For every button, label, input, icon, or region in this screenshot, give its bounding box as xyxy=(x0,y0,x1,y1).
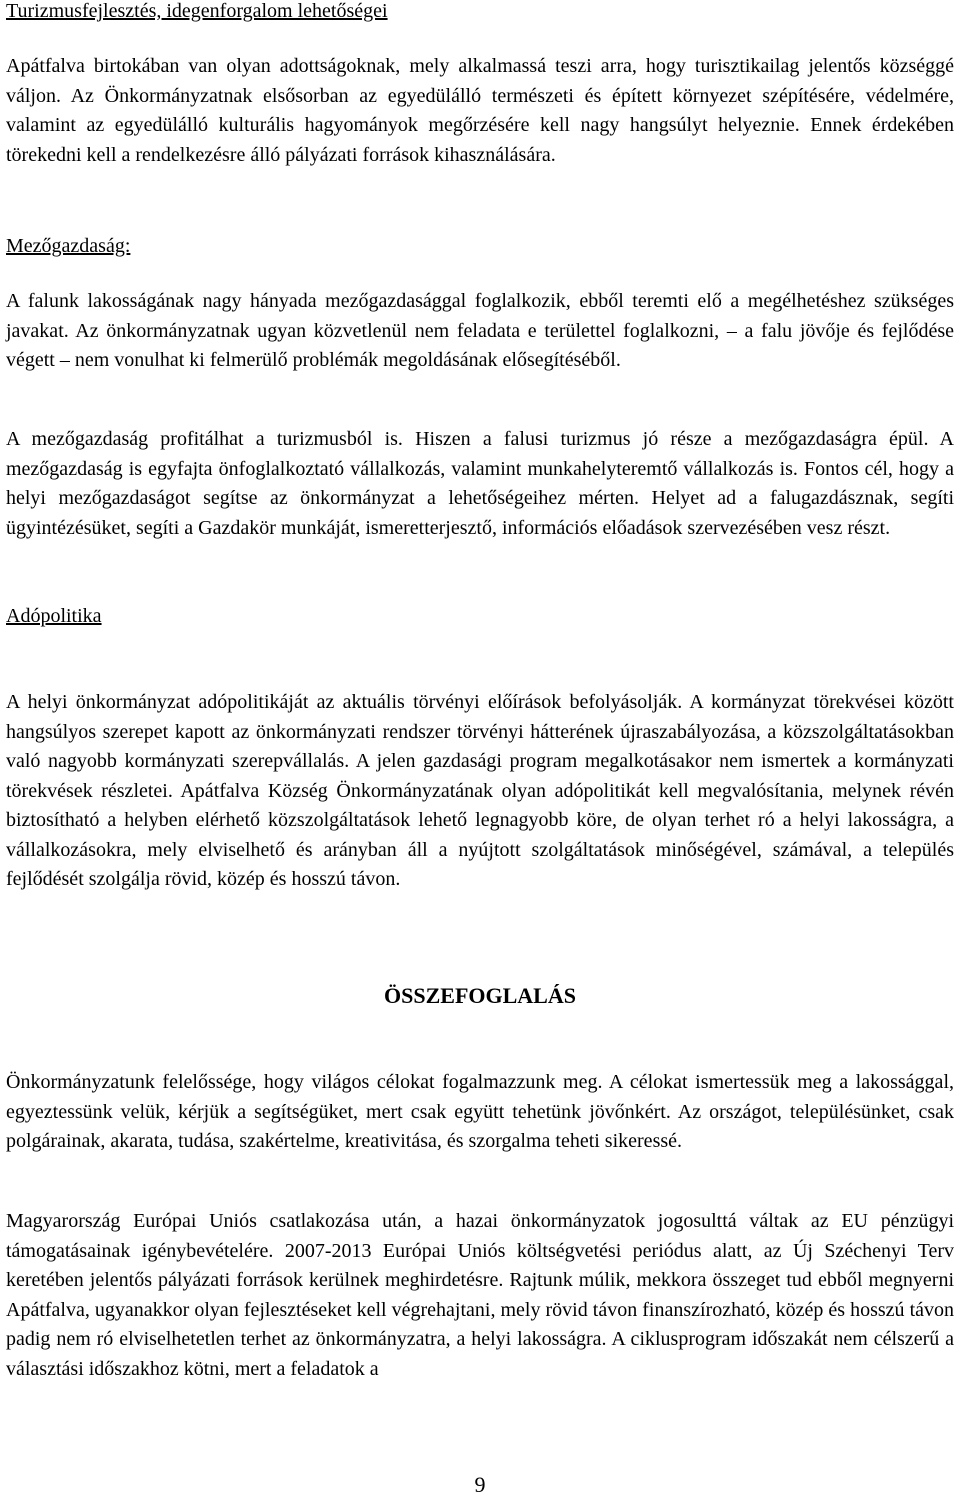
paragraph-summary-1: Önkormányzatunk felelőssége, hogy világos célokat fogalmazzunk meg. A célokat ismertessük meg a lakossággal, egyeztessünk velük, kérjük a segítségüket, mert csak együtt tehetünk jövőnkért. Az országot, településünket, csak polgárainak, akarata, tudása, szakértelme, kreativitása, és szorgalma teheti sikeressé. xyxy=(6,1071,954,1152)
section-heading-tax-policy: Adópolitika xyxy=(6,605,102,627)
section-heading-agriculture: Mezőgazdaság: xyxy=(6,235,131,257)
paragraph-tax-policy: A helyi önkormányzat adópolitikáját az aktuális törvényi előírások befolyásolják. A kormányzat törekvései között hangsúlyos szerepet kapott az önkormányzati rendszer törvényi hátterének újraszabályozása, a közszolgáltatásokban való nagyobb kormányzati szerepvállalás. A jelen gazdasági program megalkotásakor nem ismertek a kormányzati törekvések részletei. Apátfalva Község Önkormányzatának olyan adópolitikát kell megvalósítania, melynek révén biztosítható a helyben elérhető közszolgáltatások lehető legnagyobb köre, de olyan terhet ró a helyi lakosságra, a vállalkozásokra, mely elviselhető és arányban áll a nyújtott szolgáltatások minőségével, számával, a település fejlődését szolgálja rövid, közép és hosszú távon. xyxy=(6,691,954,890)
page-number: 9 xyxy=(474,1472,486,1497)
paragraph-agriculture-1: A falunk lakosságának nagy hányada mezőgazdasággal foglalkozik, ebből teremti elő a megélhetéshez szükséges javakat. Az önkormányzatnak ugyan közvetlenül nem feladata e területtel foglalkozni, – a falu jövője és fejlődése végett – nem vonulhat ki felmerülő problémák megoldásának elősegítéséből. xyxy=(6,290,954,371)
paragraph-summary-2: Magyarország Európai Uniós csatlakozása után, a hazai önkormányzatok jogosulttá váltak az EU pénzügyi támogatásainak igénybevételére. 2007-2013 Európai Uniós költségvetési periódus alatt, az Új Széchenyi Terv keretében jelentős pályázati források kerülnek meghirdetésre. Rajtunk múlik, mekkora összeget tud ebből megnyerni Apátfalva, ugyanakkor olyan fejlesztéseket kell végrehajtani, mely rövid távon finanszírozható, közép és hosszú távon padig nem ró elviselhetetlen terhet az önkormányzatra, a helyi lakosságra. A ciklusprogram időszakát nem célszerű a választási időszakhoz kötni, mert a feladatok a xyxy=(6,1210,954,1380)
section-heading-tourism: Turizmusfejlesztés, idegenforgalom lehetőségei xyxy=(6,0,388,22)
section-heading-summary: ÖSSZEFOGLALÁS xyxy=(384,983,576,1008)
paragraph-tourism: Apátfalva birtokában van olyan adottságoknak, mely alkalmassá teszi arra, hogy turisztikailag jelentős községgé váljon. Az Önkormányzatnak elsősorban az egyedülálló természeti és épített környezet szépítésére, védelmére, valamint az egyedülálló kulturális hagyományok megőrzésére kell nagy hangsúlyt helyeznie. Ennek érdekében törekedni kell a rendelkezésre álló pályázati források kihasználására. xyxy=(6,55,954,166)
paragraph-agriculture-2: A mezőgazdaság profitálhat a turizmusból is. Hiszen a falusi turizmus jó része a mezőgazdaságra épül. A mezőgazdaság is egyfajta önfoglalkoztató vállalkozás, valamint munkahelyteremtő vállalkozás is. Fontos cél, hogy a helyi mezőgazdaságot segítse az önkormányzat a lehetőségeihez mérten. Helyet ad a falugazdásznak, segíti ügyintézésüket, segíti a Gazdakör munkáját, ismeretterjesztő, információs előadások szervezésében vesz részt. xyxy=(6,428,954,539)
